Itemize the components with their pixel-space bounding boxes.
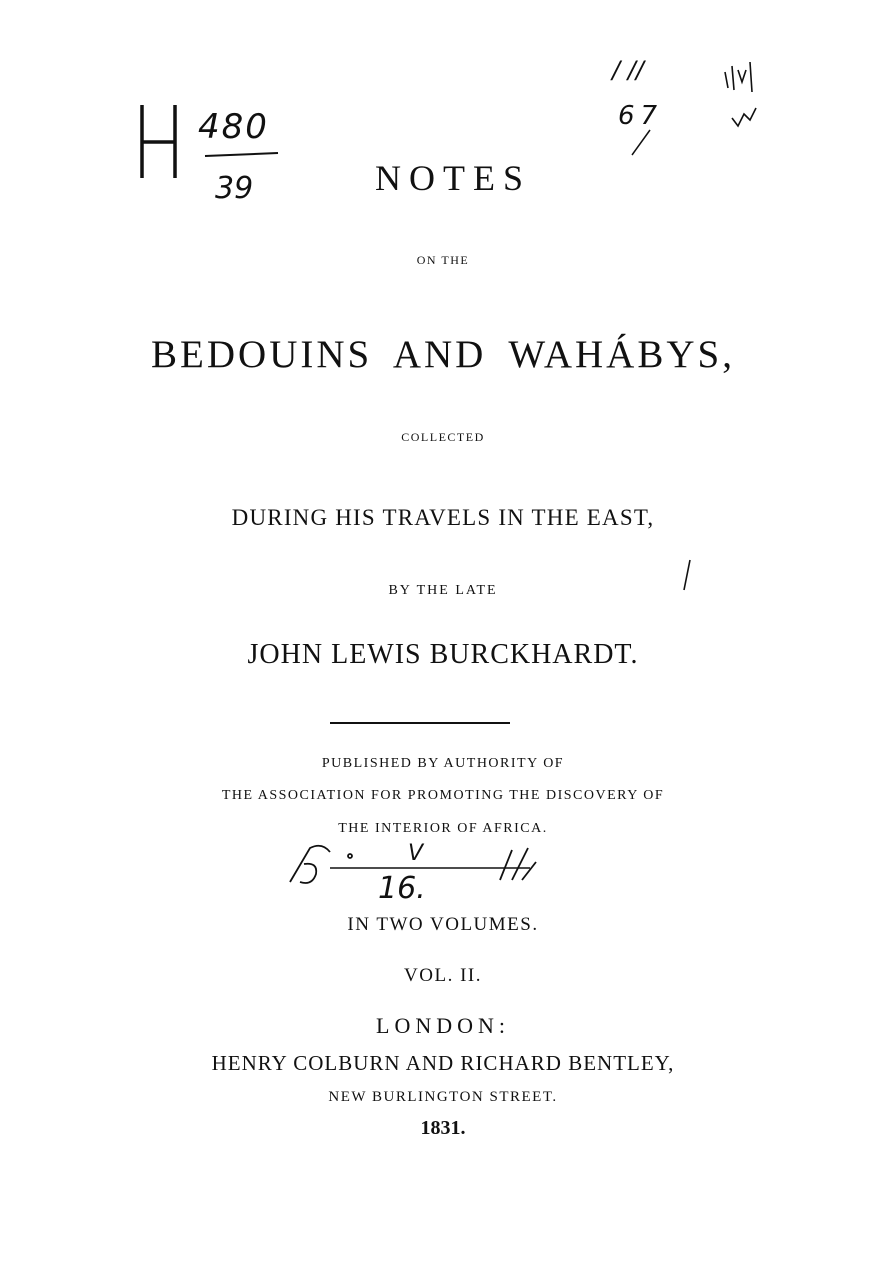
- volume-number: VOL. II.: [404, 965, 482, 986]
- publisher: HENRY COLBURN AND RICHARD BENTLEY,: [211, 1051, 675, 1075]
- shelfmark-h: [142, 105, 175, 178]
- shelfmark-fraction-line: [205, 153, 278, 156]
- street: NEW BURLINGTON STREET.: [328, 1089, 558, 1105]
- top-right-mark: / //: [612, 56, 644, 84]
- published-line-1: PUBLISHED BY AUTHORITY OF: [321, 756, 565, 771]
- shelfmark-number-bottom: 39: [215, 171, 254, 206]
- subject-title: BEDOUINS AND WAHÁBYS,: [151, 333, 735, 376]
- city: LONDON:: [376, 1013, 510, 1038]
- published-line-2: THE ASSOCIATION FOR PROMOTING THE DISCOVERY OF: [221, 788, 665, 803]
- author-name: JOHN LEWIS BURCKHARDT.: [247, 639, 639, 670]
- title: NOTES: [375, 158, 531, 198]
- top-right-slash: [632, 130, 650, 155]
- shelfmark-number-top: 480: [198, 107, 269, 147]
- collected-text: COLLECTED: [401, 430, 485, 444]
- middle-mark-top: V: [408, 841, 424, 866]
- published-line-3: THE INTERIOR OF AFRICA.: [338, 821, 548, 836]
- volumes-text: IN TWO VOLUMES.: [347, 914, 539, 935]
- by-the-late-text: BY THE LATE: [388, 583, 498, 598]
- top-right-number: 67: [618, 101, 664, 131]
- during-text: DURING HIS TRAVELS IN THE EAST,: [231, 505, 655, 530]
- middle-mark-bottom: 16.: [378, 871, 426, 906]
- year: 1831.: [420, 1117, 466, 1139]
- margin-scribble-icon: [684, 62, 756, 590]
- on-the-text: ON THE: [416, 253, 470, 267]
